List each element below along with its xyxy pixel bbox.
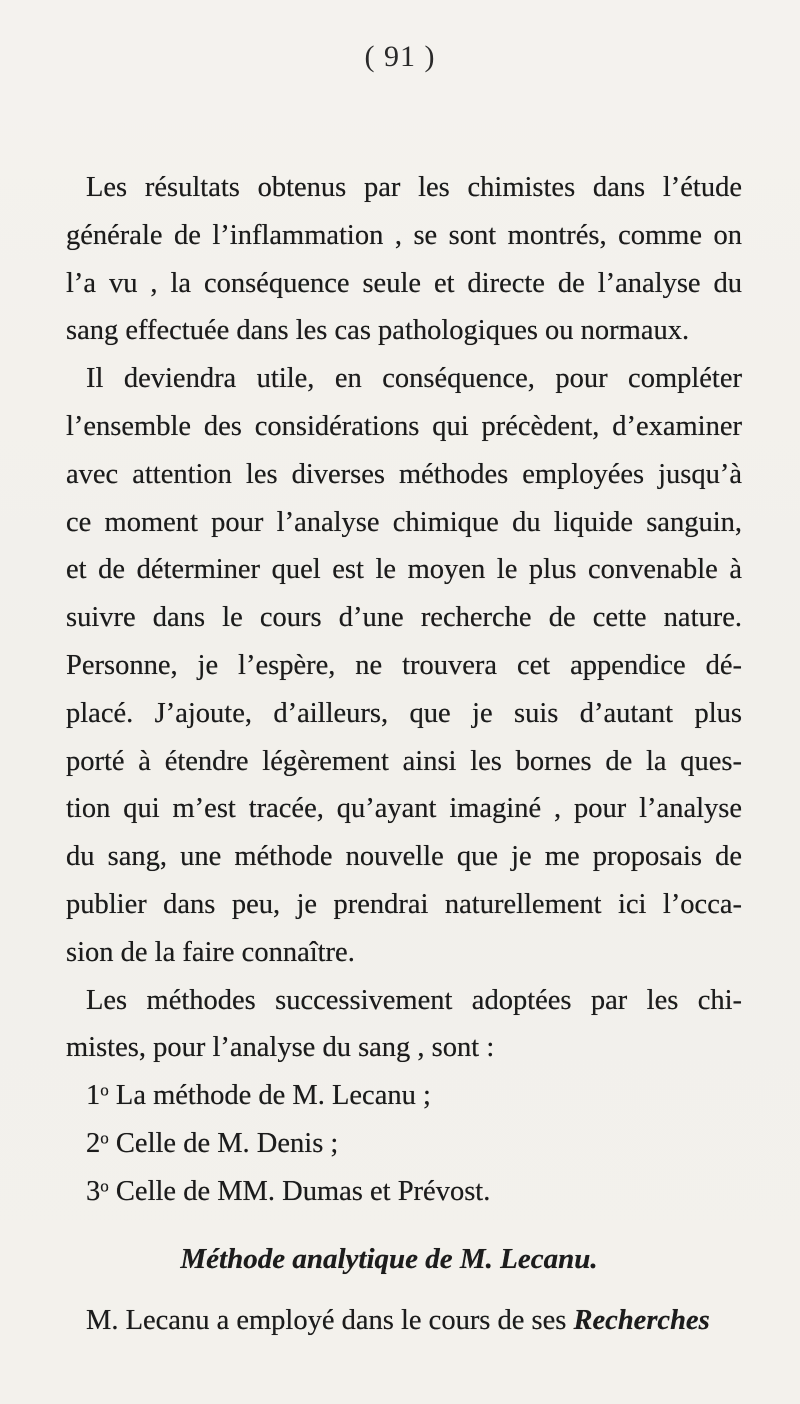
text-line: l’ensemble des considérations qui précèdent, d’examiner: [66, 410, 742, 442]
body-text: [66, 164, 742, 1345]
list-text: Celle de M. Denis ;: [115, 1127, 339, 1159]
section-heading: Méthode analytique de M. Lecanu.: [180, 1242, 598, 1275]
text-line: et de déterminer quel est le moyen le plus convenable à: [66, 554, 742, 586]
text-line: sang effectuée dans les cas pathologiques ou normaux.: [66, 315, 690, 347]
text-line: l’a vu , la conséquence seule et directe de l’analyse du: [66, 267, 742, 299]
text-line: publier dans peu, je prendrai naturellement ici l’occa-: [66, 888, 742, 920]
closing-italic: Recherches: [573, 1305, 710, 1337]
paragraph: [66, 164, 742, 355]
text-line: mistes, pour l’analyse du sang , sont :: [66, 1032, 495, 1064]
list-ordinal: o: [100, 1176, 109, 1196]
list-item: [66, 1072, 742, 1120]
list-text: La méthode de M. Lecanu ;: [115, 1080, 431, 1112]
list-item: [66, 1120, 742, 1168]
method-list: [66, 1072, 742, 1215]
text-line: ce moment pour l’analyse chimique du liquide sanguin,: [66, 506, 742, 538]
text-line: suivre dans le cours d’une recherche de cette nature.: [66, 602, 742, 634]
list-ordinal: o: [100, 1080, 109, 1100]
text-line: générale de l’inflammation , se sont montrés, comme on: [66, 219, 742, 251]
text-line: du sang, une méthode nouvelle que je me proposais de: [66, 841, 742, 873]
list-number: 1: [86, 1080, 101, 1112]
text-line: sion de la faire connaître.: [66, 936, 355, 968]
list-number: 2: [86, 1127, 101, 1159]
text-line: [66, 1297, 742, 1345]
closing-text: M. Lecanu a employé dans le cours de ses: [86, 1305, 567, 1337]
text-line: Personne, je l’espère, ne trouvera cet appendice dé-: [66, 649, 742, 681]
list-item: [66, 1168, 742, 1216]
list-ordinal: o: [100, 1128, 109, 1148]
text-line: porté à étendre légèrement ainsi les bornes de la ques-: [66, 745, 742, 777]
text-line: Les méthodes successivement adoptées par les chi-: [86, 984, 742, 1016]
paragraph: [66, 355, 742, 976]
paragraph: [66, 977, 742, 1073]
list-number: 3: [86, 1175, 101, 1207]
text-line: avec attention les diverses méthodes employées jusqu’à: [66, 458, 742, 490]
list-text: Celle de MM. Dumas et Prévost.: [115, 1175, 491, 1207]
text-line: tion qui m’est tracée, qu’ayant imaginé , pour l’analyse: [66, 793, 742, 825]
text-line: Il deviendra utile, en conséquence, pour compléter: [86, 363, 742, 395]
page-number: ( 91 ): [364, 40, 436, 73]
text-line: placé. J’ajoute, d’ailleurs, que je suis d’autant plus: [66, 697, 742, 729]
text-line: Les résultats obtenus par les chimistes dans l’étude: [86, 172, 742, 203]
